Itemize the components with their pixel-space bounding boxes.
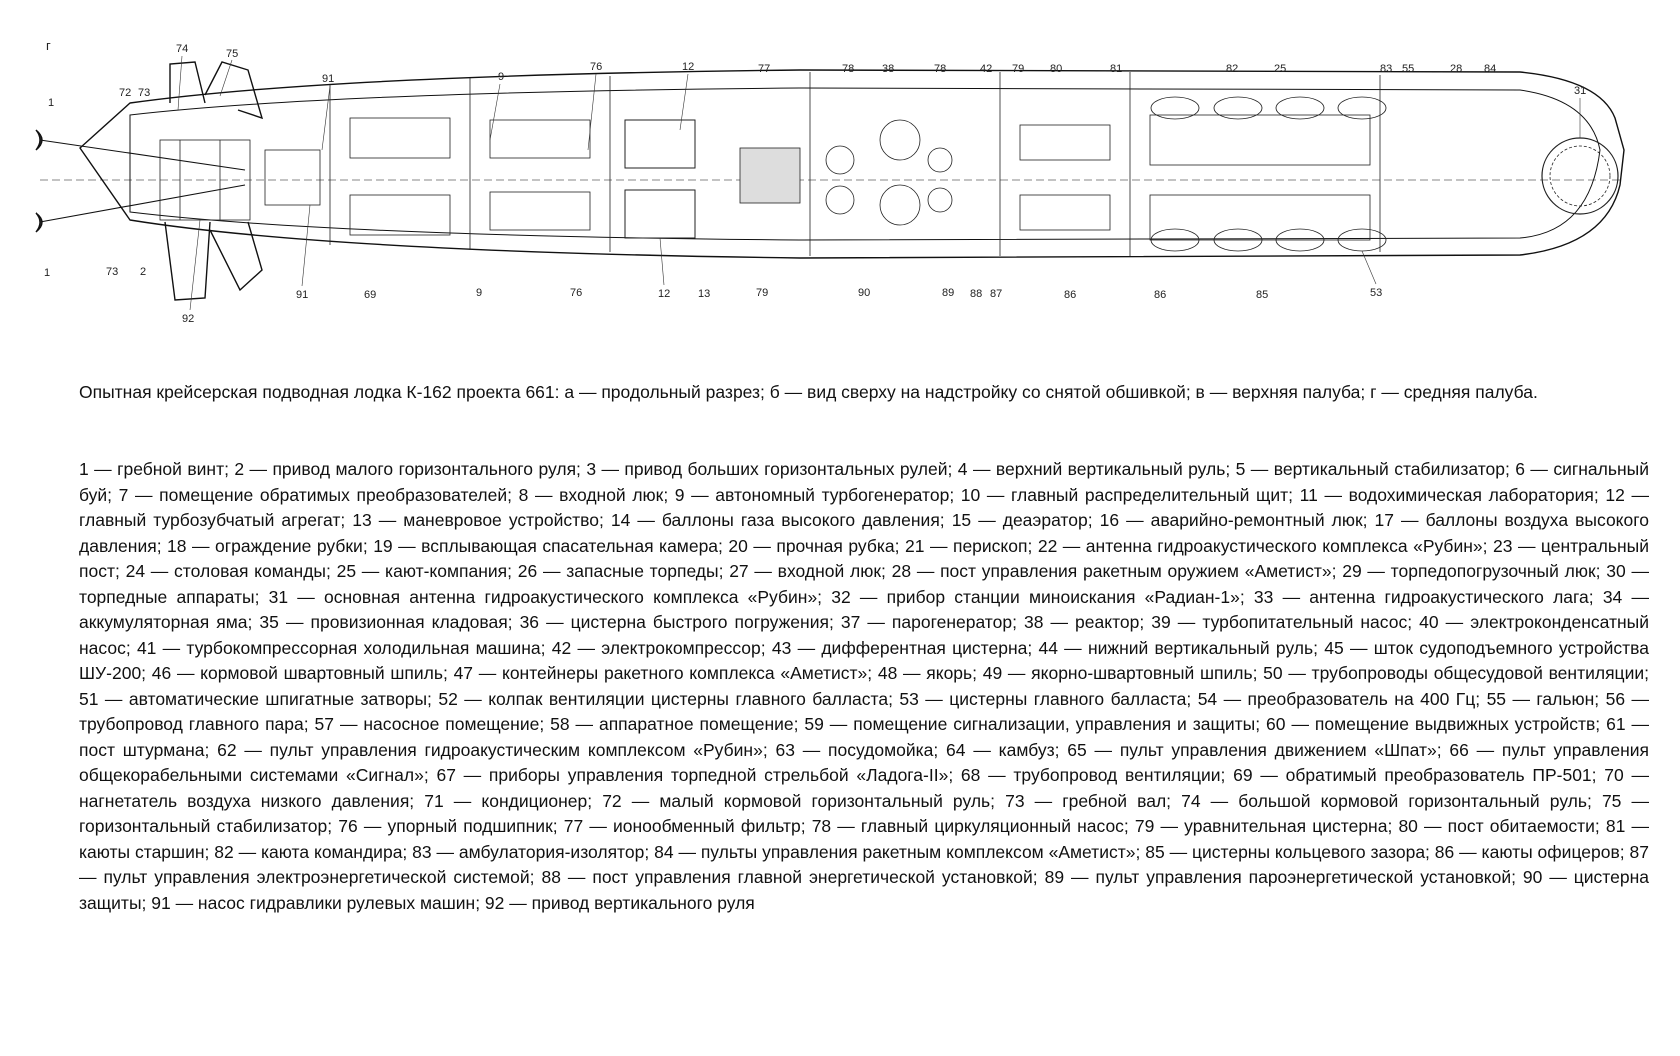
callout-12: 12 [682,61,695,73]
callout-1-a: 1 [48,97,55,109]
callout-82: 82 [1226,63,1239,75]
callout-88: 88 [970,288,983,300]
callout-73: 73 [138,87,151,99]
callout-1-b: 1 [44,267,51,279]
callout-86-b: 86 [1154,289,1167,301]
callout-73-b: 73 [106,266,119,278]
callout-28: 28 [1450,63,1463,75]
callout-80: 80 [1050,63,1063,75]
callout-9: 9 [498,71,505,83]
callout-31: 31 [1574,85,1587,97]
callout-76-b: 76 [570,287,583,299]
submarine-deck-plan [0,0,1680,340]
callout-72: 72 [119,87,132,99]
callout-83: 83 [1380,63,1393,75]
callout-12-b: 12 [658,288,671,300]
callout-2: 2 [140,266,147,278]
callout-76: 76 [590,61,603,73]
callout-25: 25 [1274,63,1287,75]
callout-92: 92 [182,313,195,325]
callout-85: 85 [1256,289,1269,301]
callout-labels [44,43,1586,325]
callout-86-a: 86 [1064,289,1077,301]
callout-87: 87 [990,288,1003,300]
leader-lines [178,56,1580,310]
callout-84: 84 [1484,63,1497,75]
callout-79-b: 79 [756,287,769,299]
callout-13: 13 [698,288,711,300]
callout-53: 53 [1370,287,1383,299]
callout-91: 91 [322,73,335,85]
callout-78-a: 78 [842,63,855,75]
callout-89: 89 [942,287,955,299]
callout-79: 79 [1012,63,1025,75]
callout-81: 81 [1110,63,1123,75]
callout-55: 55 [1402,63,1415,75]
callout-38: 38 [882,63,895,75]
figure-caption: Опытная крейсерская подводная лодка К-162 проекта 661: а — продольный разрез; б — вид сверху на надстройку со снятой обшивкой; в — верхняя палуба; г — средняя палуба. [79,382,1538,402]
callout-90: 90 [858,287,871,299]
callout-9-b: 9 [476,287,483,299]
callout-74: 74 [176,43,189,55]
view-letter: г [46,38,51,53]
callout-69: 69 [364,289,377,301]
hull-outline [36,62,1624,300]
callout-78-b: 78 [934,63,947,75]
callout-77: 77 [758,63,771,75]
callout-75: 75 [226,48,239,60]
callout-42: 42 [980,63,993,75]
legend-text: 1 — гребной винт; 2 — привод малого горизонтального руля; 3 — привод больших горизонтальных рулей; 4 — верхний вертикальный руль; 5 — вертикальный стабилизатор; 6 — сигнальный буй; 7 — помещение обратимых преобразователей; 8 — входной люк; 9 — автономный турбогенератор; 10 — главный распределительный щит; 11 — водохимическая лаборатория; 12 — главный турбозубчатый агрегат; 13 — маневровое устройство; 14 — баллоны газа высокого давления; 15 — деаэратор; 16 — аварийно-ремонтный люк; 17 — баллоны воздуха высокого давления; 18 — ограждение рубки; 19 — всплывающая спасательная камера; 20 — прочная рубка; 21 — перископ; 22 — антенна гидроакустического комплекса «Рубин»; 23 — центральный пост; 24 — столовая команды; 25 — кают-компания; 26 — запасные торпеды; 27 — входной люк; 28 — пост управления ракетным оружием «Аметист»; 29 — торпедопогрузочный люк; 30 — торпедные аппараты; 31 — основная антенна гидроакустического комплекса «Рубин»; 32 — прибор станции миноискания «Радиан-1»; 33 — антенна гидроакустического лага; 34 — аккумуляторная яма; 35 — провизионная кладовая; 36 — цистерна быстрого погружения; 37 — парогенератор; 38 — реактор; 39 — турбопитательный насос; 40 — электроконденсатный насос; 41 — турбокомпрессорная холодильная машина; 42 — электрокомпрессор; 43 — дифферентная цистерна; 44 — нижний вертикальный руль; 45 — шток судоподъемного устройства ШУ-200; 46 — кормовой швартовный шпиль; 47 — контейнеры ракетного комплекса «Аметист»; 48 — якорь; 49 — якорно-швартовный шпиль; 50 — трубопроводы общесудовой вентиляции; 51 — автоматические шпигатные затворы; 52 — колпак вентиляции цистерны главного балласта; 53 — цистерны главного балласта; 54 — преобразователь на 400 Гц; 55 — гальюн; 56 — трубопровод главного пара; 57 — насосное помещение; 58 — аппаратное помещение; 59 — помещение сигнализации, управления и защиты; 60 — помещение выдвижных устройств; 61 — пост штурмана; 62 — пульт управления гидроакустическим комплексом «Рубин»; 63 — посудомойка; 64 — камбуз; 65 — пульт управления движением «Шпат»; 66 — пульт управления общекорабельными системами «Сигнал»; 67 — приборы управления торпедной стрельбой «Ладога-II»; 68 — трубопровод вентиляции; 69 — обратимый преобразователь ПР-501; 70 — нагнетатель воздуха низкого давления; 71 — кондиционер; 72 — малый кормовой горизонтальный руль; 73 — гребной вал; 74 — большой кормовой горизонтальный руль; 75 — горизонтальный стабилизатор; 76 — упорный подшипник; 77 — ионообменный фильтр; 78 — главный циркуляционный насос; 79 — уравнительная цистерна; 80 — пост обитаемости; 81 — каюты старшин; 82 — каюта командира; 83 — амбулатория-изолятор; 84 — пульты управления ракетным комплексом «Аметист»; 85 — цистерны кольцевого зазора; 86 — каюты офицеров; 87 — пульт управления электроэнергетической системой; 88 — пост управления главной энергетической установкой; 89 — пульт управления пароэнергетической установкой; 90 — цистерна защиты; 91 — насос гидравлики рулевых машин; 92 — привод вертикального руля [79,459,1649,913]
callout-91-b: 91 [296,289,309,301]
compartments [160,72,1618,256]
